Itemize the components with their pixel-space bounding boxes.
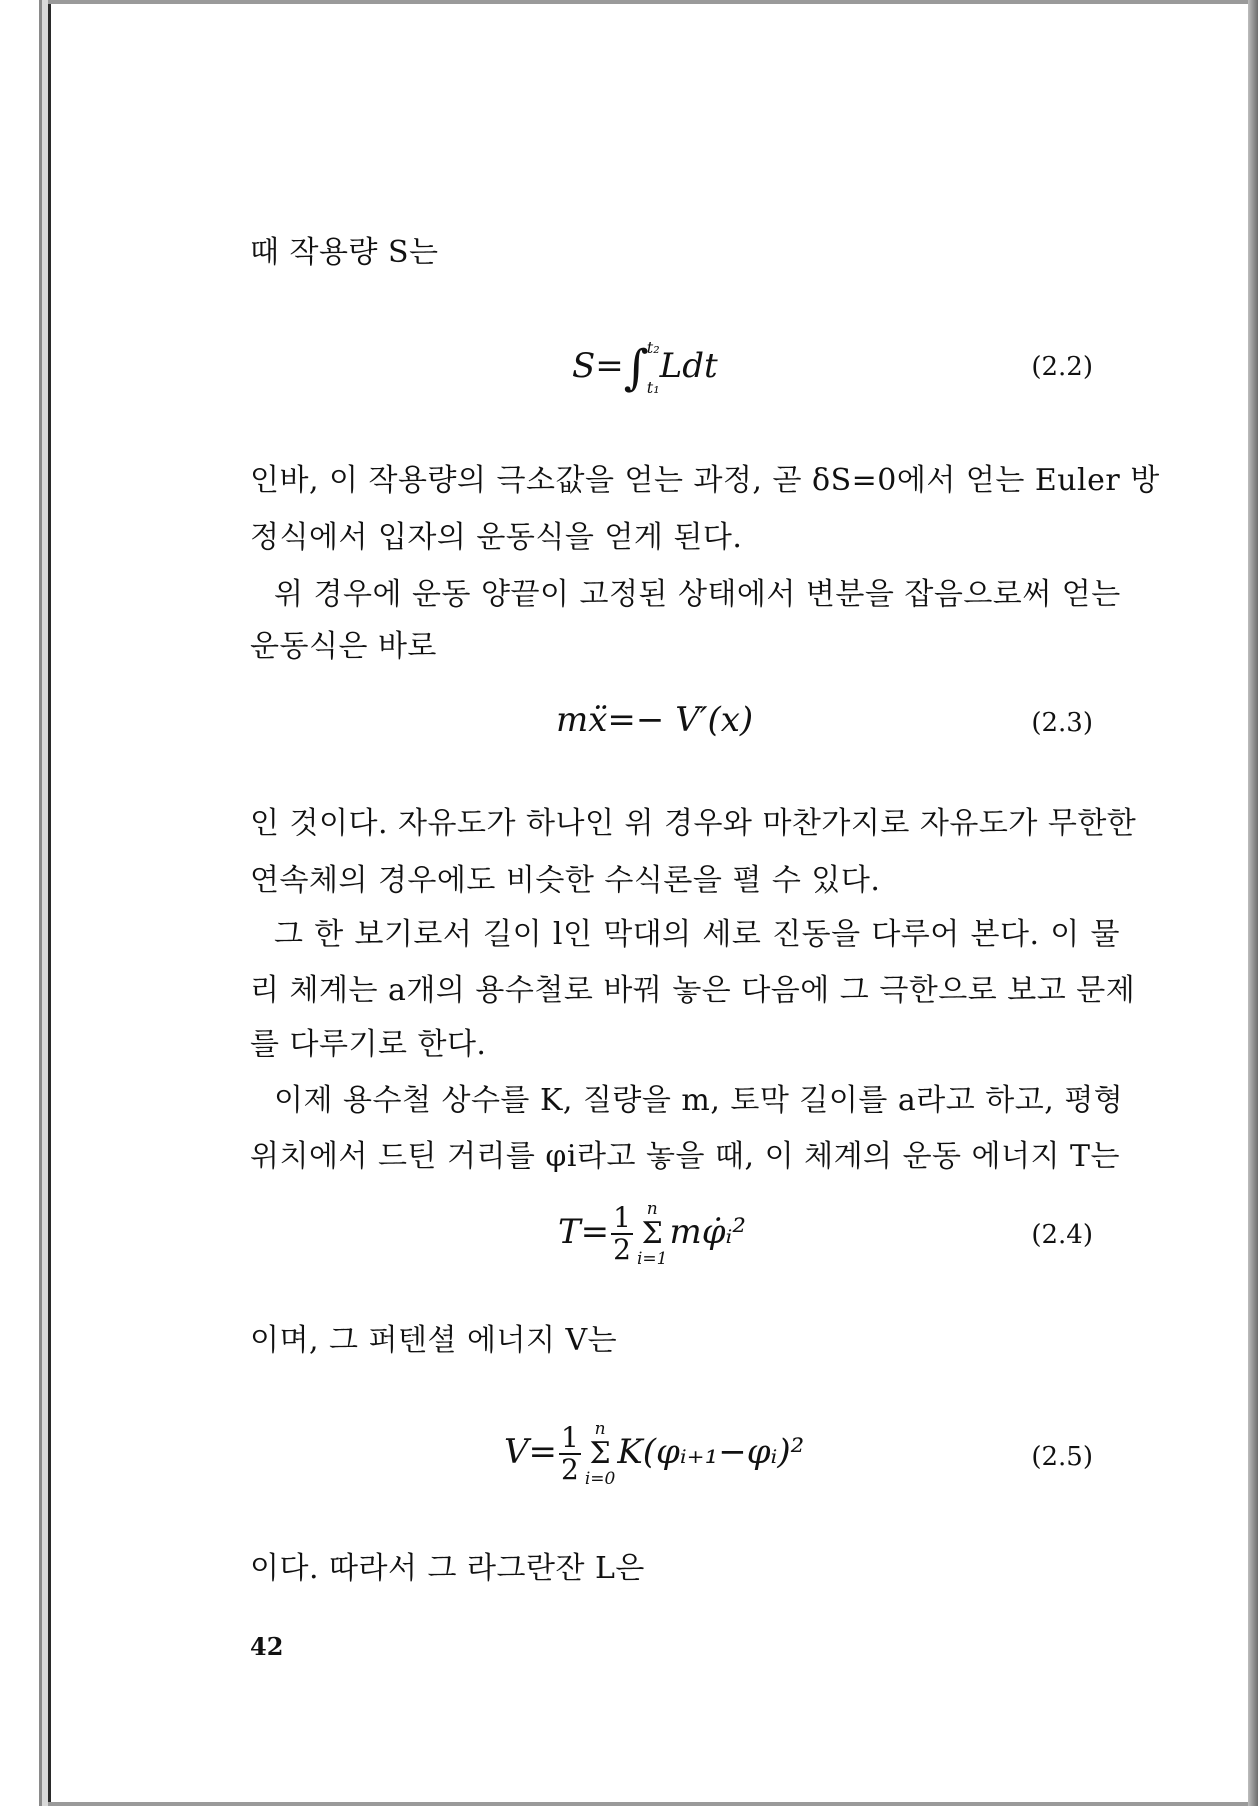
text-line-7: 연속체의 경우에도 비슷한 수식론을 펼 수 있다. bbox=[250, 863, 881, 898]
text-line-14: 이다. 따라서 그 라그란잔 L은 bbox=[250, 1551, 645, 1586]
equation-2-5-body: K(φᵢ₊₁−φᵢ)² bbox=[617, 1432, 805, 1472]
fraction-denominator: 2 bbox=[561, 1453, 579, 1486]
sigma-icon: Σ bbox=[641, 1216, 663, 1251]
text-line-3: 정식에서 입자의 운동식을 얻게 된다. bbox=[250, 520, 743, 555]
integral-upper-limit: t₂ bbox=[646, 338, 660, 357]
fraction-one-half bbox=[559, 1423, 581, 1485]
fraction-denominator: 2 bbox=[613, 1233, 631, 1266]
text-line-6: 인 것이다. 자유도가 하나인 위 경우와 마찬가지로 자유도가 무한한 bbox=[250, 806, 1137, 841]
summation-upper: n bbox=[594, 1419, 606, 1439]
integral-limits bbox=[647, 328, 660, 408]
equation-2-2-body: Ldt bbox=[659, 346, 718, 386]
text-line-11: 이제 용수철 상수를 K, 질량을 m, 토막 길이를 a라고 하고, 평형 bbox=[274, 1083, 1124, 1118]
sigma-icon: Σ bbox=[589, 1436, 611, 1471]
equation-2-4 bbox=[558, 1198, 746, 1270]
equation-number-2-3: (2.3) bbox=[1031, 708, 1093, 738]
fraction-numerator: 1 bbox=[561, 1421, 579, 1454]
fraction-numerator: 1 bbox=[613, 1201, 631, 1234]
equation-2-4-body: mφ̇ᵢ² bbox=[669, 1212, 747, 1252]
summation bbox=[585, 1418, 616, 1490]
equation-2-2-lhs: S= bbox=[572, 346, 624, 386]
equation-2-2 bbox=[572, 328, 718, 408]
text-line-2: 인바, 이 작용량의 극소값을 얻는 과정, 곧 δS=0에서 얻는 Euler 방 bbox=[250, 463, 1160, 498]
page-right-edge bbox=[1248, 0, 1258, 1806]
text-line-13: 이며, 그 퍼텐셜 에너지 V는 bbox=[250, 1323, 618, 1358]
equation-number-2-2: (2.2) bbox=[1031, 352, 1093, 382]
summation-lower: i=0 bbox=[584, 1469, 616, 1489]
text-line-12: 위치에서 드틴 거리를 φi라고 놓을 때, 이 체계의 운동 에너지 T는 bbox=[250, 1139, 1121, 1174]
text-line-9: 리 체계는 a개의 용수철로 바꿔 놓은 다음에 그 극한으로 보고 문제 bbox=[250, 973, 1136, 1008]
equation-2-5-lhs: V= bbox=[504, 1432, 558, 1472]
page-number: 42 bbox=[250, 1632, 284, 1661]
summation-upper: n bbox=[646, 1199, 658, 1219]
text-line-10: 를 다루기로 한다. bbox=[250, 1027, 487, 1062]
page-bottom-edge bbox=[48, 1802, 1258, 1806]
equation-number-2-5: (2.5) bbox=[1031, 1442, 1093, 1472]
text-line-5: 운동식은 바로 bbox=[250, 629, 437, 664]
fraction-one-half bbox=[611, 1203, 633, 1265]
integral-lower-limit: t₁ bbox=[646, 378, 660, 397]
equation-2-5 bbox=[504, 1418, 804, 1490]
integral-sign: ∫ bbox=[623, 340, 649, 396]
text-line-8: 그 한 보기로서 길이 l인 막대의 세로 진동을 다루어 본다. 이 물 bbox=[274, 917, 1120, 952]
equation-2-4-lhs: T= bbox=[558, 1212, 610, 1252]
page-top-edge bbox=[48, 0, 1258, 4]
text-line-4: 위 경우에 운동 양끝이 고정된 상태에서 변분을 잡음으로써 얻는 bbox=[274, 577, 1121, 612]
text-line-1: 때 작용량 S는 bbox=[250, 235, 439, 270]
summation bbox=[637, 1198, 668, 1270]
equation-2-3: mẍ=− V′(x) bbox=[556, 700, 754, 740]
equation-number-2-4: (2.4) bbox=[1031, 1220, 1093, 1250]
summation-lower: i=1 bbox=[637, 1249, 668, 1269]
